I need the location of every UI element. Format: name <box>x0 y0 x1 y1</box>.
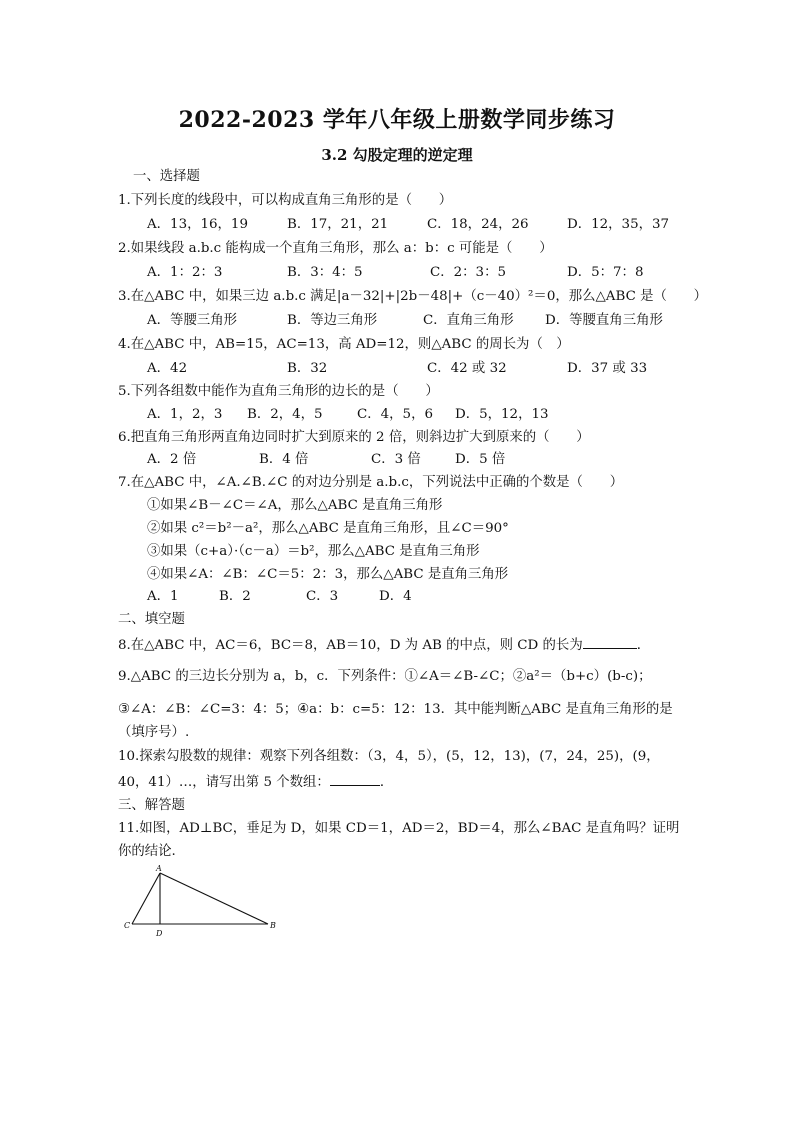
q5-option-b: B．2，4，5 <box>247 407 323 422</box>
q7-statement-1: ①如果∠B－∠C＝∠A，那么△ABC 是直角三角形 <box>147 498 443 513</box>
q7-statement-2: ②如果 c²＝b²－a²，那么△ABC 是直角三角形，且∠C＝90° <box>147 521 509 536</box>
question-9-line-1: 9.△ABC 的三边长分别为 a，b，c．下列条件：①∠A＝∠B-∠C；②a²＝（b+c）(b-c)； <box>118 669 652 684</box>
q6-option-a: A．2 倍 <box>147 452 197 467</box>
q5-option-d: D．5，12，13 <box>455 407 549 422</box>
question-1-stem: 1.下列长度的线段中，可以构成直角三角形的是（ ） <box>118 193 453 208</box>
question-10-line-2 <box>118 773 393 792</box>
q5-option-a: A．1，2，3 <box>147 407 223 422</box>
q4-option-c: C．42 或 32 <box>427 361 507 376</box>
q7-option-b: B．2 <box>219 589 251 604</box>
q1-option-d: D．12，35，37 <box>567 217 670 232</box>
question-11-line-2: 你的结论. <box>118 844 176 859</box>
q4-option-b: B．32 <box>287 361 328 376</box>
question-10-line-1: 10.探索勾股数的规律：观察下列各组数：（3，4，5），(5，12，13)，(7，24，25)，(9， <box>118 749 660 764</box>
q7-statement-3: ③如果（c+a）·（c－a）＝b²，那么△ABC 是直角三角形 <box>147 544 480 559</box>
q2-option-d: D．5：7：8 <box>567 265 644 280</box>
question-3-stem: 3.在△ABC 中，如果三边 a.b.c 满足|a－32|+|2b－48|+（c－40）²＝0，那么△ABC 是（ ） <box>118 289 708 304</box>
q3-option-c: C．直角三角形 <box>423 313 514 328</box>
question-9-line-3: （填序号）. <box>118 725 190 740</box>
q6-option-d: D．5 倍 <box>455 452 506 467</box>
label-c: C <box>124 921 131 930</box>
q1-option-c: C．18，24，26 <box>427 217 529 232</box>
section-heading-solve: 三、解答题 <box>118 798 185 813</box>
question-9-line-2: ③∠A：∠B：∠C=3：4：5；④a：b：c=5：12：13．其中能判断△ABC 是直角三角形的是 <box>118 702 673 717</box>
q1-option-b: B．17，21，21 <box>287 217 389 232</box>
label-a: A <box>156 864 162 873</box>
q10-answer-blank[interactable] <box>330 773 380 786</box>
q1-option-a: A．13，16，19 <box>147 217 248 232</box>
q8-answer-blank[interactable] <box>583 636 637 649</box>
q5-option-c: C．4，5，6 <box>357 407 433 422</box>
question-8 <box>118 636 650 655</box>
question-6-stem: 6.把直角三角形两直角边同时扩大到原来的 2 倍，则斜边扩大到原来的（ ） <box>118 430 590 445</box>
q4-option-a: A．42 <box>147 361 188 376</box>
q2-option-a: A．1：2：3 <box>147 265 223 280</box>
label-d: D <box>156 929 163 938</box>
q8-end: ． <box>636 638 651 653</box>
segment-ca <box>132 873 160 924</box>
q6-option-b: B．4 倍 <box>259 452 309 467</box>
q3-option-d: D．等腰直角三角形 <box>545 313 663 328</box>
q10-end: ． <box>379 775 394 790</box>
question-2-stem: 2.如果线段 a.b.c 能构成一个直角三角形，那么 a：b：c 可能是（ ） <box>118 241 553 256</box>
q3-option-b: B．等边三角形 <box>287 313 378 328</box>
page-title: 2022-2023 学年八年级上册数学同步练习 <box>178 107 616 133</box>
page-subtitle: 3.2 勾股定理的逆定理 <box>321 146 473 164</box>
q4-option-d: D．37 或 33 <box>567 361 648 376</box>
label-b: B <box>270 921 276 930</box>
question-5-stem: 5.下列各组数中能作为直角三角形的边长的是（ ） <box>118 384 439 399</box>
q3-option-a: A．等腰三角形 <box>147 313 238 328</box>
triangle-figure <box>118 862 288 942</box>
question-7-stem: 7.在△ABC 中，∠A.∠B.∠C 的对边分别是 a.b.c，下列说法中正确的个数是（ ） <box>118 475 624 490</box>
q7-statement-4: ④如果∠A：∠B：∠C＝5：2：3，那么△ABC 是直角三角形 <box>147 567 509 582</box>
segment-ab <box>160 873 268 924</box>
q2-option-b: B．3：4：5 <box>287 265 363 280</box>
question-4-stem: 4.在△ABC 中，AB=15，AC=13，高 AD=12，则△ABC 的周长为（ ） <box>118 337 570 352</box>
q6-option-c: C．3 倍 <box>371 452 421 467</box>
q10-text: 40，41）…，请写出第 5 个数组： <box>118 775 330 790</box>
q2-option-c: C．2：3：5 <box>430 265 506 280</box>
q7-option-c: C．3 <box>306 589 339 604</box>
q7-option-d: D．4 <box>379 589 412 604</box>
question-11-line-1: 11.如图，AD⊥BC，垂足为 D，如果 CD＝1，AD＝2，BD＝4，那么∠BAC 是直角吗？证明 <box>118 821 680 836</box>
q7-option-a: A．1 <box>147 589 179 604</box>
section-heading-fill: 二、填空题 <box>118 612 185 627</box>
q8-text: 8.在△ABC 中，AC＝6，BC＝8，AB＝10，D 为 AB 的中点，则 CD 的长为 <box>118 638 583 653</box>
section-heading-choice: 一、选择题 <box>133 169 200 184</box>
